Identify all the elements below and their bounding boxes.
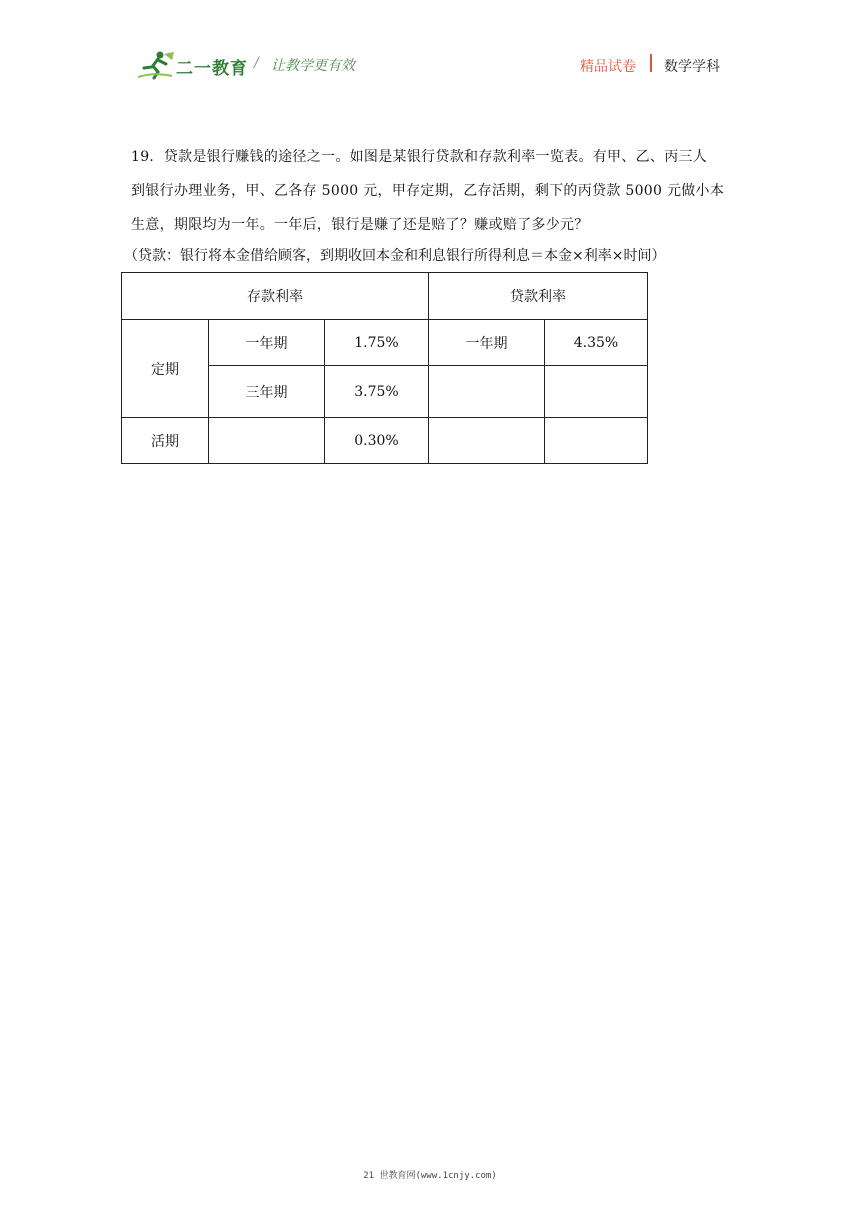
empty-cell [429, 366, 545, 418]
empty-cell [209, 418, 325, 464]
fixed-one-year-rate-cell: 1.75% [325, 320, 429, 366]
tag-separator [650, 54, 652, 72]
fixed-label-cell: 定期 [122, 320, 209, 418]
question-line: 到银行办理业务，甲、乙各存 5000 元，甲存定期，乙存活期，剩下的丙贷款 5000 元做小本 [131, 183, 725, 199]
deposit-header-cell: 存款利率 [122, 273, 429, 320]
table-row [122, 273, 648, 320]
table-row [122, 320, 648, 366]
logo [136, 50, 248, 80]
current-label-cell: 活期 [122, 418, 209, 464]
tag-quality: 精品试卷 [580, 59, 636, 75]
empty-cell [429, 418, 545, 464]
question-text [131, 140, 731, 242]
table-row [122, 418, 648, 464]
current-rate-cell: 0.30% [325, 418, 429, 464]
header-divider: / [254, 55, 259, 71]
tag-subject: 数学学科 [664, 59, 720, 75]
loan-one-year-rate-cell: 4.35% [545, 320, 648, 366]
empty-cell [545, 418, 648, 464]
fixed-three-year-rate-cell: 3.75% [325, 366, 429, 418]
runner-logo-icon [136, 50, 176, 80]
fixed-three-year-label-cell: 三年期 [209, 366, 325, 418]
empty-cell [545, 366, 648, 418]
page-header [0, 0, 860, 100]
question-note: （贷款：银行将本金借给顾客，到期收回本金和利息银行所得利息＝本金×利率×时间） [124, 248, 666, 264]
loan-header-cell: 贷款利率 [429, 273, 648, 320]
header-slogan: 让教学更有效 [271, 58, 355, 74]
fixed-one-year-label-cell: 一年期 [209, 320, 325, 366]
question-line: 生意，期限均为一年。一年后，银行是赚了还是赔了？赚或赔了多少元？ [131, 217, 589, 233]
page-footer: 21 世教育网(www.1cnjy.com) [363, 1171, 497, 1181]
logo-text: 二一教育 [176, 59, 248, 79]
interest-rate-table [121, 272, 648, 464]
question-line: 19．贷款是银行赚钱的途径之一。如图是某银行贷款和存款利率一览表。有甲、乙、丙三人 [131, 149, 708, 165]
loan-one-year-label-cell: 一年期 [429, 320, 545, 366]
